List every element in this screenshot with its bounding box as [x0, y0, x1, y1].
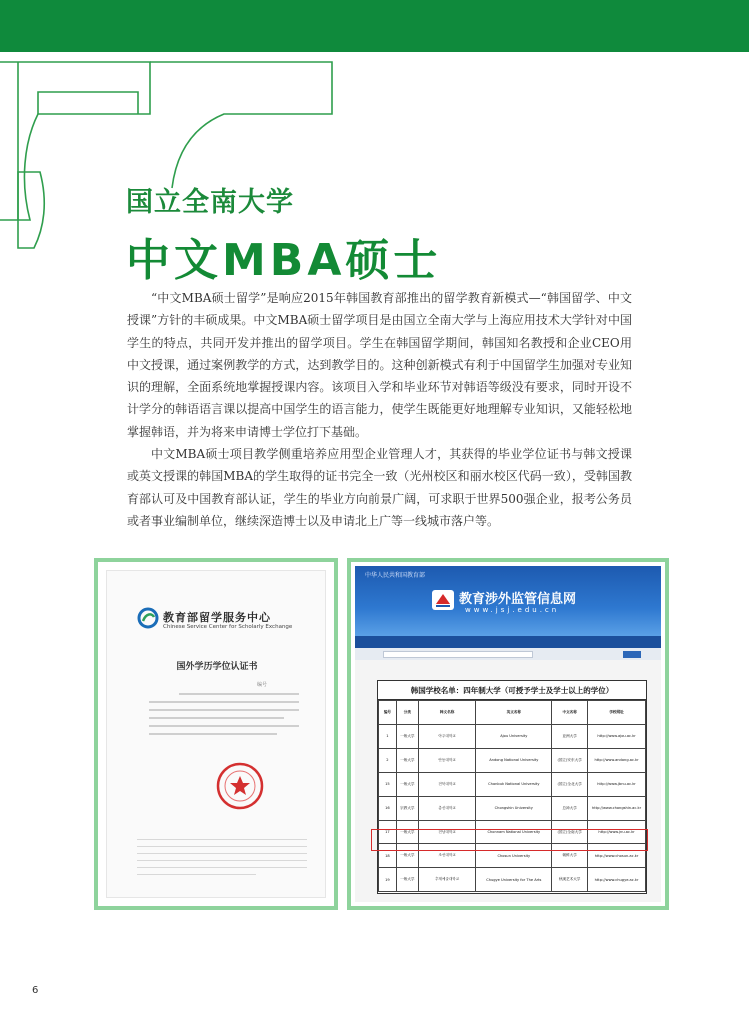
- table-cell: 亚洲大学: [552, 725, 588, 749]
- table-cell: 19: [379, 868, 397, 892]
- red-seal-icon: [215, 761, 265, 811]
- site-search-bar: [355, 648, 661, 660]
- table-cell: Chosun University: [476, 844, 552, 868]
- program-title: 中文MBA硕士: [126, 235, 442, 286]
- search-button: [623, 651, 641, 658]
- table-row: [379, 796, 646, 820]
- column-header: 编号: [379, 701, 397, 725]
- table-cell: http://www.chugye.ac.kr: [588, 868, 646, 892]
- certificate-org-en: Chinese Service Center for Scholarly Exchange: [163, 624, 293, 630]
- table-cell: 一般大学: [396, 844, 418, 868]
- cscse-logo-icon: [137, 607, 159, 629]
- table-cell: Andong National University: [476, 748, 552, 772]
- table-cell: 一般大学: [396, 772, 418, 796]
- table-cell: 16: [379, 796, 397, 820]
- table-cell: Chonbuk National University: [476, 772, 552, 796]
- table-cell: 아주대학교: [418, 725, 476, 749]
- table-row: [379, 748, 646, 772]
- table-cell: Chongshin University: [476, 796, 552, 820]
- table-cell: 18: [379, 844, 397, 868]
- table-cell: 秋溪艺术大学: [552, 868, 588, 892]
- table-cell: Chugye University for The Arts: [476, 868, 552, 892]
- table-cell: 17: [379, 820, 397, 844]
- table-cell: (国立)全南大学: [552, 820, 588, 844]
- highlight-box-jnu: [371, 829, 648, 851]
- table-cell: Chonnam National University: [476, 820, 552, 844]
- table-cell: 2: [379, 748, 397, 772]
- search-input: [383, 651, 533, 658]
- table-row: [379, 725, 646, 749]
- column-header: 英文名称: [476, 701, 552, 725]
- certificate-footnotes: [137, 839, 307, 881]
- paragraph-1: “中文MBA硕士留学”是响应2015年韩国教育部推出的留学教育新模式—“韩国留学、中文授课”方针的丰硕成果。中文MBA硕士留学项目是由国立全南大学与上海应用技术大学针对中国学生的特点，共同开发并推出的留学项目。学生在韩国留学期间，韩国知名教授和企业CEO用中文授课，通过案例教学的方式，达到教学目的。这种创新模式有利于中国留学生加强对专业知识的理解，全面系统地掌握授课内容。该项目入学和毕业环节对韩语等级没有要求，同时开设不计学分的韩语语言课以提高中国学生的语言能力，使学生既能更好地理解专业知识，又能轻松地掌握韩语，并为将来申请博士学位打下基础。: [127, 291, 632, 439]
- school-list-table-wrapper: [377, 680, 647, 894]
- table-cell: 전남대학교: [418, 820, 476, 844]
- table-cell: 조선대학교: [418, 844, 476, 868]
- certificate-body-lines: [149, 693, 299, 741]
- school-list-title: 韩国学校名单：四年制大学（可授予学士及学士以上的学位）: [378, 681, 646, 700]
- certificate-org-cn: 教育部留学服务中心: [163, 611, 271, 624]
- table-header-row: [379, 701, 646, 725]
- table-cell: http://www.jbnu.ac.kr: [588, 772, 646, 796]
- table-cell: 전북대학교: [418, 772, 476, 796]
- table-cell: http://www.jnu.ac.kr: [588, 820, 646, 844]
- table-cell: http://www.chosun.ac.kr: [588, 844, 646, 868]
- table-cell: 추계예술대학교: [418, 868, 476, 892]
- column-header: 中文名称: [552, 701, 588, 725]
- page-number: 6: [32, 985, 39, 996]
- column-header: 韩文名称: [418, 701, 476, 725]
- table-cell: 朝鲜大学: [552, 844, 588, 868]
- table-row: [379, 868, 646, 892]
- site-url: www.jsj.edu.cn: [465, 606, 560, 614]
- column-header: 分类: [396, 701, 418, 725]
- site-gov-label: 中华人民共和国教育部: [365, 572, 426, 579]
- moe-website-screenshot: [355, 566, 661, 902]
- certificate-image-panel: [94, 558, 338, 910]
- table-cell: Ajou University: [476, 725, 552, 749]
- table-cell: 总神大学: [552, 796, 588, 820]
- website-image-panel: [347, 558, 669, 910]
- table-cell: (国立)全北大学: [552, 772, 588, 796]
- site-name: 教育涉外监管信息网: [459, 592, 577, 607]
- table-row: [379, 772, 646, 796]
- table-cell: 1: [379, 725, 397, 749]
- table-cell: 一般大学: [396, 748, 418, 772]
- school-list-table: [378, 700, 646, 892]
- site-nav-bar: [355, 636, 661, 648]
- certificate-title: 国外学历学位认证书: [176, 662, 258, 672]
- table-cell: (国立)安东大学: [552, 748, 588, 772]
- table-cell: 一般大学: [396, 868, 418, 892]
- certificate: [106, 570, 326, 898]
- school-name-heading: 国立全南大学: [126, 187, 294, 218]
- table-cell: 안동대학교: [418, 748, 476, 772]
- paragraph-2: 中文MBA硕士项目教学侧重培养应用型企业管理人才，其获得的毕业学位证书与韩文授课或英文授课的韩国MBA的学生取得的证书完全一致（光州校区和丽水校区代码一致），受韩国教育部认可及中国教育部认证，学生的毕业方向前景广阔，可求职于世界500强企业，报考公务员或者事业编制单位，继续深造博士以及申请北上广等一线城市落户等。: [127, 447, 632, 528]
- jsj-logo-icon: [431, 588, 455, 612]
- table-cell: 15: [379, 772, 397, 796]
- table-cell: 宗教大学: [396, 796, 418, 820]
- table-cell: 총신대학교: [418, 796, 476, 820]
- column-header: 学校网址: [588, 701, 646, 725]
- table-cell: http://www.ajou.ac.kr: [588, 725, 646, 749]
- table-cell: 一般大学: [396, 820, 418, 844]
- table-cell: http://www.andong.ac.kr: [588, 748, 646, 772]
- top-green-bar: [0, 0, 749, 52]
- body-text: [127, 287, 632, 532]
- table-cell: http://www.chongshin.ac.kr: [588, 796, 646, 820]
- site-banner: [355, 566, 661, 636]
- certificate-number-label: 编号: [257, 682, 268, 688]
- certificate-header: [137, 607, 317, 637]
- table-cell: 一般大学: [396, 725, 418, 749]
